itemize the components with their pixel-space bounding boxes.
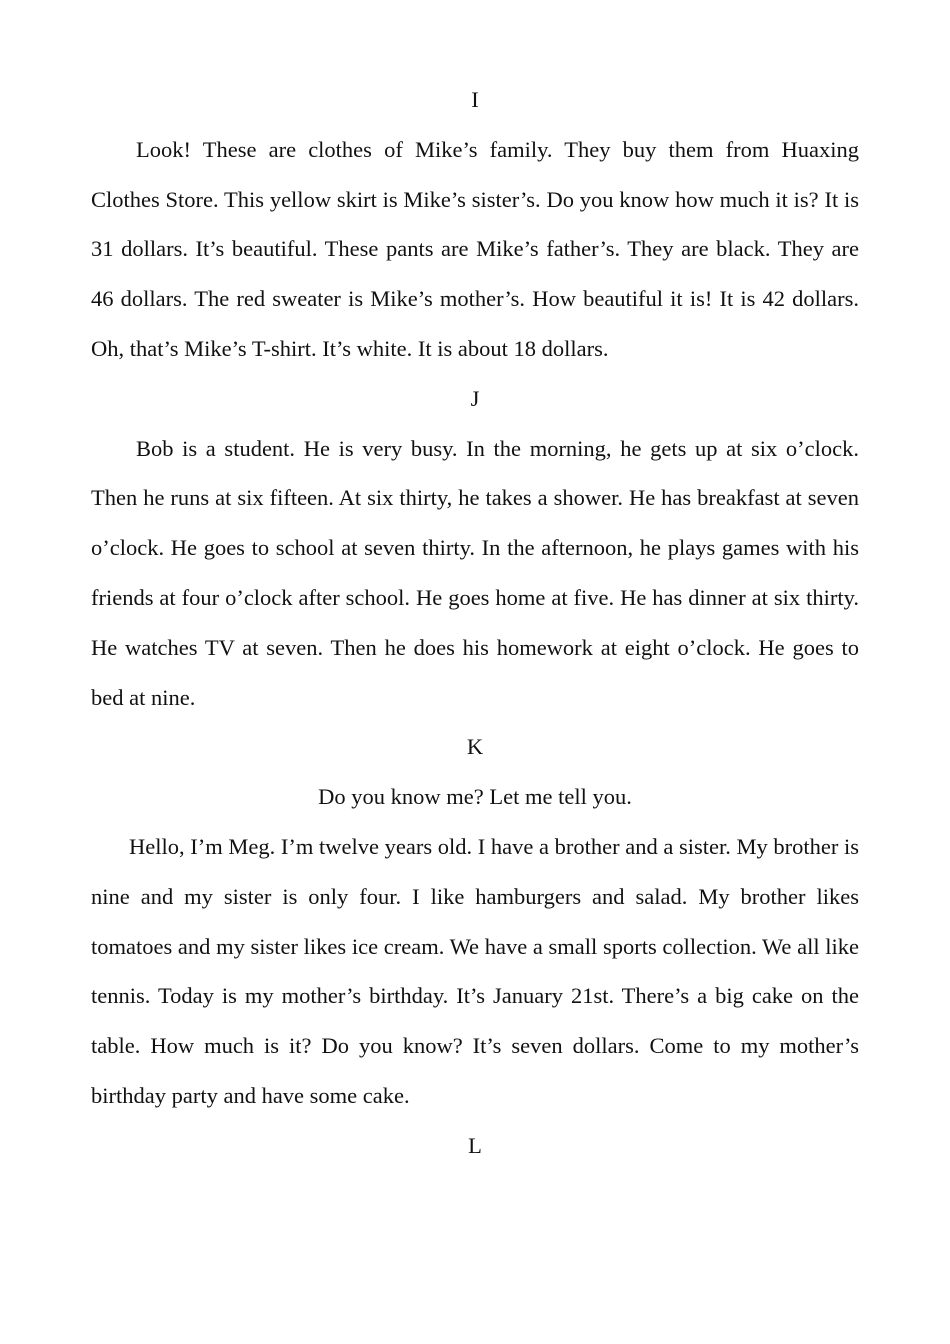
document-page	[91, 75, 859, 1171]
passage-paragraph: Hello, I’m Meg. I’m twelve years old. I have a brother and a sister. My brother is nine and my sister is only four. I like hamburgers and salad. My brother likes tomatoes and my sister likes ice cream. We have a small sports collection. We all like tennis. Today is my mother’s birthday. It’s January 21st. There’s a big cake on the table. How much is it? Do you know? It’s seven dollars. Come to my mother’s birthday party and have some cake.	[91, 833, 859, 1108]
passage-heading: Do you know me? Let me tell you.	[318, 784, 632, 810]
section-letter: I	[471, 87, 479, 112]
passage-paragraph: Look! These are clothes of Mike’s family. They buy them from Huaxing Clothes Store. This yellow skirt is Mike’s sister’s. Do you know how much it is? It is 31 dollars. It’s beautiful. These pants are Mike’s father’s. They are black. They are 46 dollars. The red sweater is Mike’s mother’s. How beautiful it is! It is 42 dollars. Oh, that’s Mike’s T-shirt. It’s white. It is about 18 dollars.	[91, 136, 859, 361]
section-k	[91, 722, 859, 1120]
section-letter: K	[466, 734, 484, 760]
section-l	[91, 1121, 859, 1171]
passage-paragraph: Bob is a student. He is very busy. In the morning, he gets up at six o’clock. Then he runs at six fifteen. At six thirty, he takes a shower. He has breakfast at seven o’clock. He goes to school at seven thirty. In the afternoon, he plays games with his friends at four o’clock after school. He goes home at five. He has dinner at six thirty. He watches TV at seven. Then he does his homework at eight o’clock. He goes to bed at nine.	[91, 435, 859, 710]
section-letter: J	[470, 385, 480, 411]
section-j	[91, 374, 859, 723]
section-letter: L	[468, 1132, 482, 1158]
section-i	[91, 75, 859, 374]
